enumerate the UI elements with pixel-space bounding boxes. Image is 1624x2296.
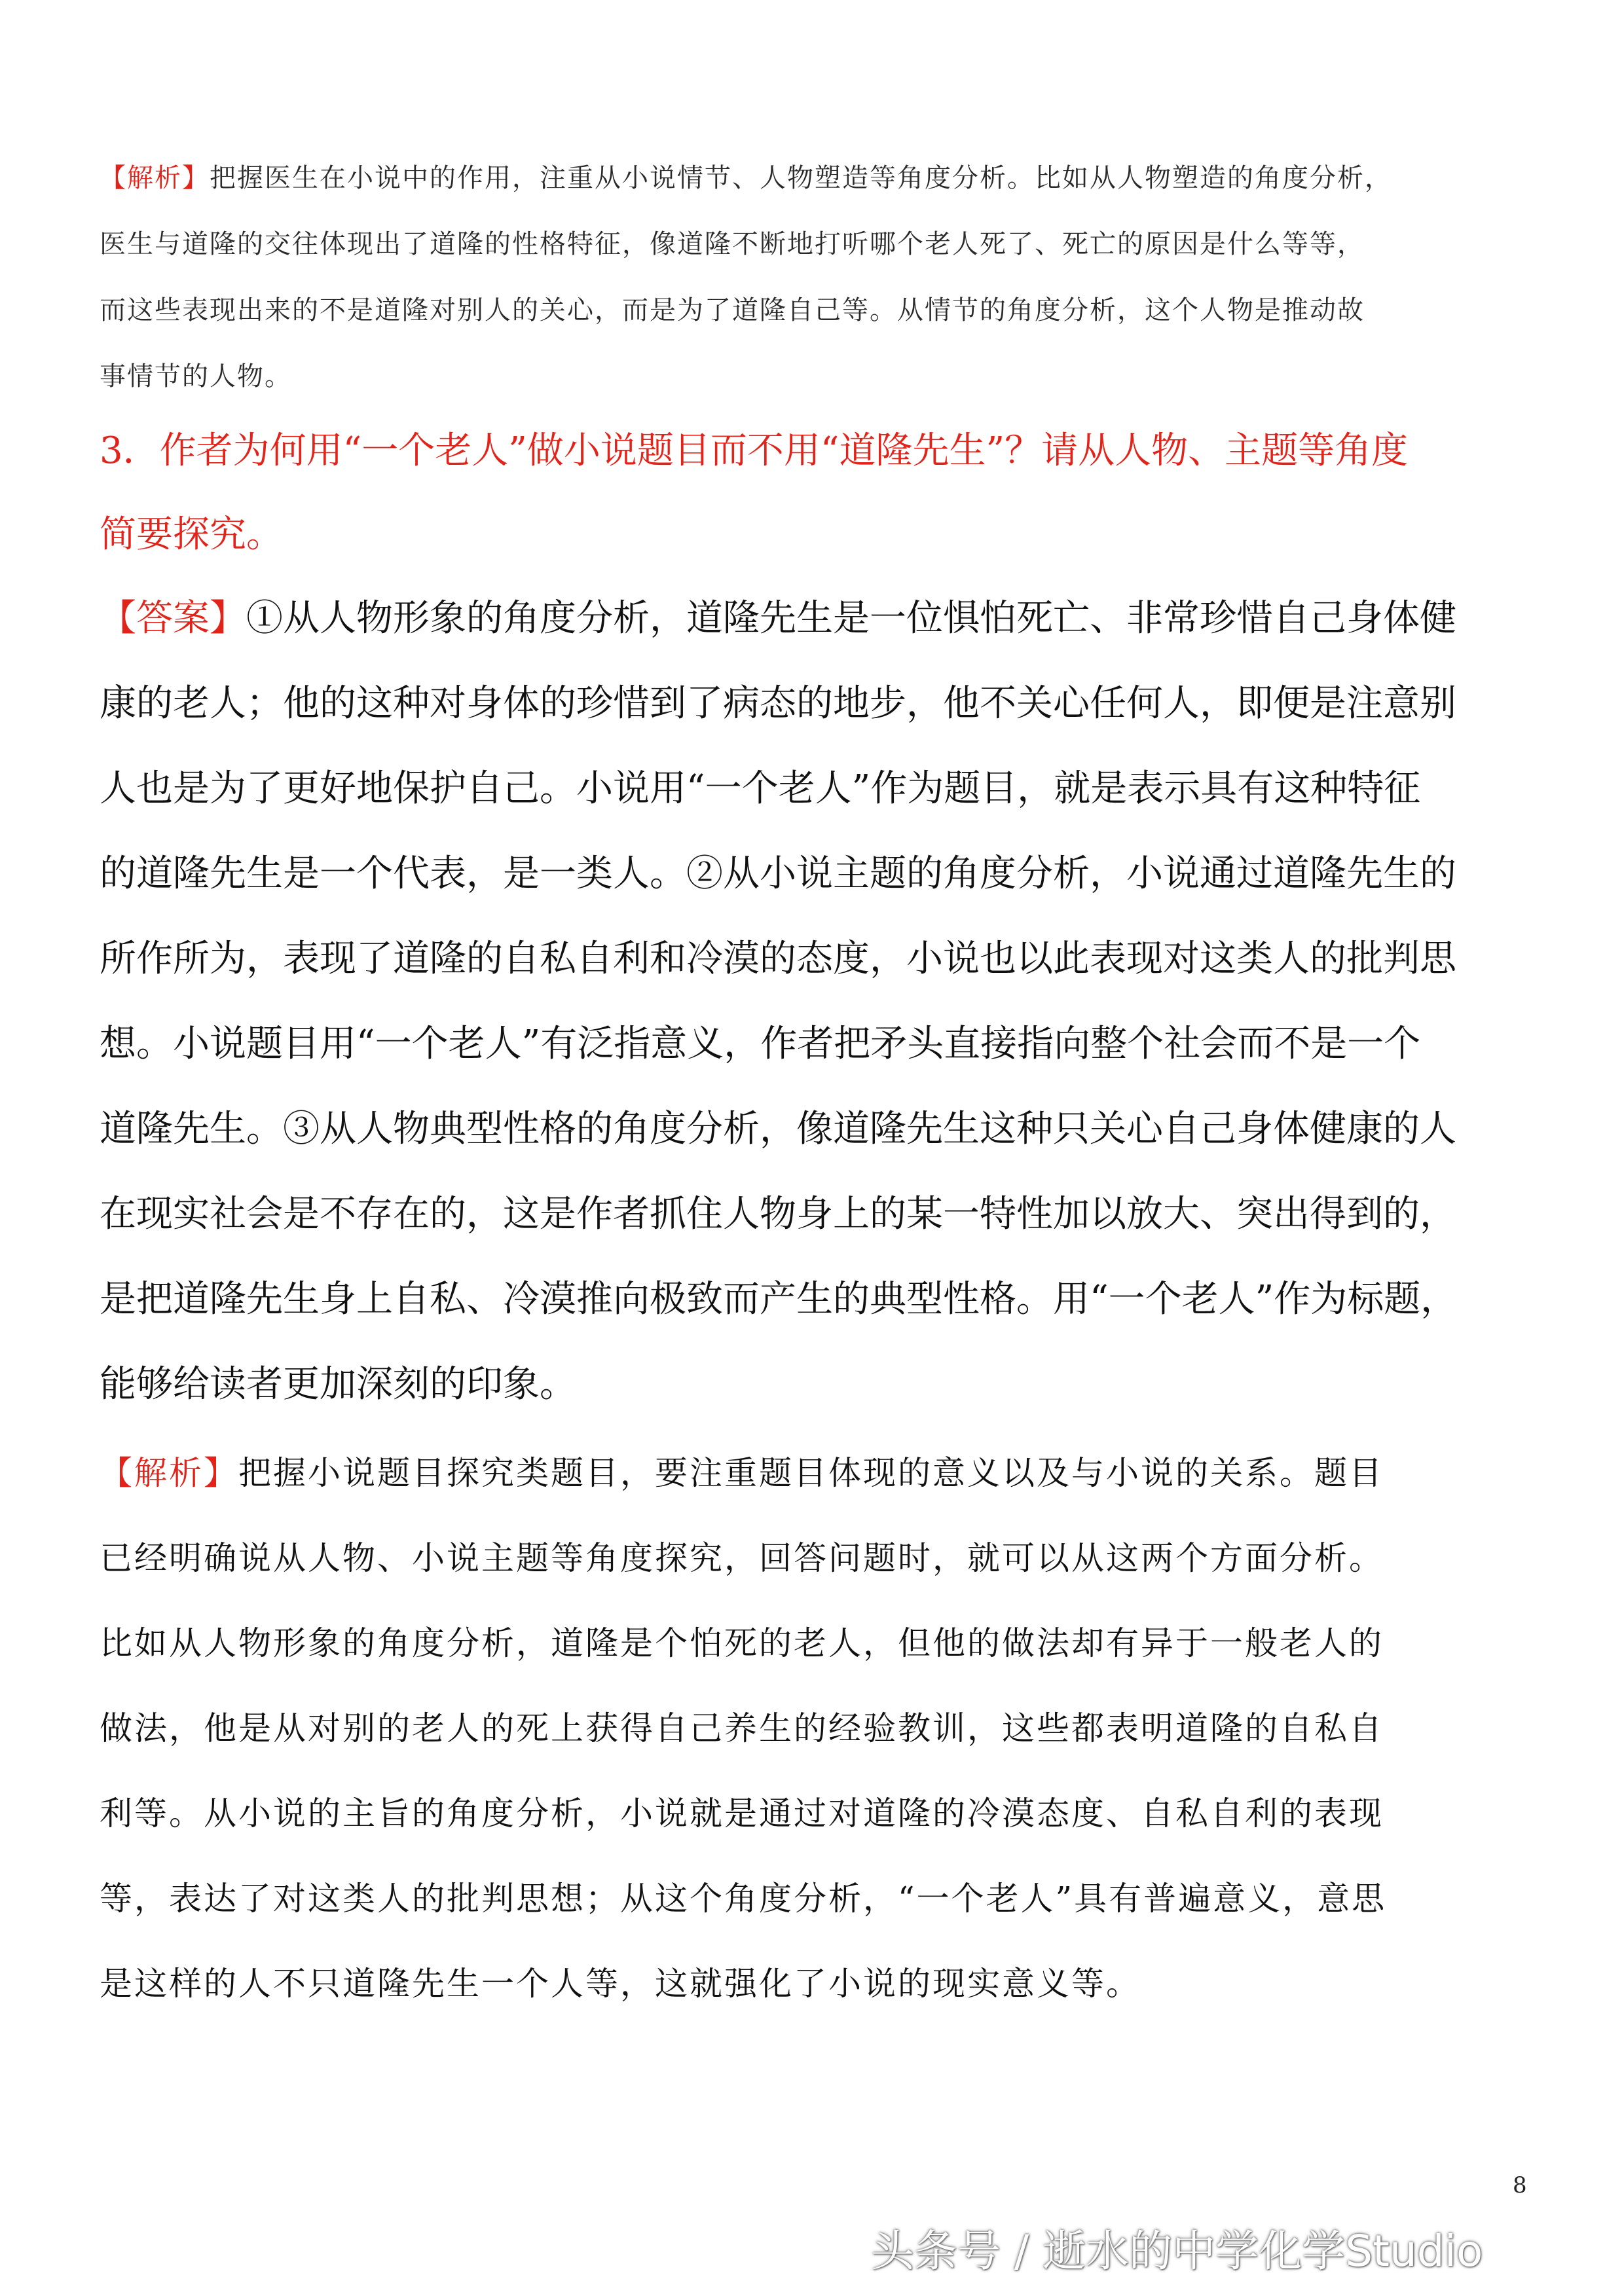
answer-line: 在现实社会是不存在的，这是作者抓住人物身上的某一特性加以放大、突出得到的，: [100, 1193, 1456, 1235]
analysis-line: 等，表达了对这类人的批判思想；从这个角度分析，“一个老人”具有普遍意义，意思: [100, 1880, 1387, 1918]
answer-line: ①从人物形象的角度分析，道隆先生是一位惧怕死亡、非常珍惜自己身体健: [246, 597, 1456, 640]
analysis-paragraph-3: [100, 1430, 1534, 2026]
question-3: [100, 409, 1534, 577]
analysis-tag: 【解析】: [100, 163, 210, 193]
question-line: 简要探究。: [100, 513, 283, 556]
answer-line: 所作所为，表现了道隆的自私自利和冷漠的态度，小说也以此表现对这类人的批判思: [100, 938, 1456, 980]
answer-line: 能够给读者更加深刻的印象。: [100, 1363, 576, 1406]
watermark: 头条号 / 逝水的中学化学Studio: [871, 2226, 1483, 2276]
answer-line: 康的老人；他的这种对身体的珍惜到了病态的地步，他不关心任何人，即便是注意别: [100, 682, 1456, 725]
analysis-paragraph-1: [100, 145, 1534, 410]
analysis-line: 比如从人物形象的角度分析，道隆是个怕死的老人，但他的做法却有异于一般老人的: [100, 1624, 1384, 1662]
analysis-line: 而这些表现出来的不是道隆对别人的关心，而是为了道隆自己等。从情节的角度分析，这个人物是推动故: [100, 295, 1365, 325]
analysis-tag: 【解析】: [100, 1454, 238, 1492]
page-number: 8: [1513, 2172, 1527, 2198]
answer-line: 是把道隆先生身上自私、冷漠推向极致而产生的典型性格。用“一个老人”作为标题，: [100, 1278, 1458, 1321]
analysis-line: 已经明确说从人物、小说主题等角度探究，回答问题时，就可以从这两个方面分析。: [100, 1539, 1384, 1577]
analysis-line: 利等。从小说的主旨的角度分析，小说就是通过对道隆的冷漠态度、自私自利的表现: [100, 1795, 1384, 1832]
answer-line: 想。小说题目用“一个老人”有泛指意义，作者把矛头直接指向整个社会而不是一个: [100, 1023, 1421, 1065]
question-line: 3．作者为何用“一个老人”做小说题目而不用“道隆先生”？请从人物、主题等角度: [100, 429, 1409, 472]
answer-line: 的道隆先生是一个代表，是一类人。②从小说主题的角度分析，小说通过道隆先生的: [100, 852, 1456, 895]
answer-paragraph: [100, 576, 1534, 1427]
analysis-line: 事情节的人物。: [100, 361, 292, 392]
analysis-line: 医生与道隆的交往体现出了道隆的性格特征，像道隆不断地打听哪个老人死了、死亡的原因是什么等等，: [100, 229, 1365, 259]
answer-line: 人也是为了更好地保护自己。小说用“一个老人”作为题目，就是表示具有这种特征: [100, 767, 1421, 810]
answer-line: 道隆先生。③从人物典型性格的角度分析，像道隆先生这种只关心自己身体健康的人: [100, 1108, 1456, 1150]
answer-tag: 【答案】: [100, 597, 246, 640]
analysis-line: 把握医生在小说中的作用，注重从小说情节、人物塑造等角度分析。比如从人物塑造的角度分析，: [210, 163, 1392, 193]
analysis-line: 做法，他是从对别的老人的死上获得自己养生的经验教训，这些都表明道隆的自私自: [100, 1709, 1384, 1747]
analysis-line: 是这样的人不只道隆先生一个人等，这就强化了小说的现实意义等。: [100, 1965, 1141, 2003]
analysis-line: 把握小说题目探究类题目，要注重题目体现的意义以及与小说的关系。题目: [238, 1454, 1384, 1492]
